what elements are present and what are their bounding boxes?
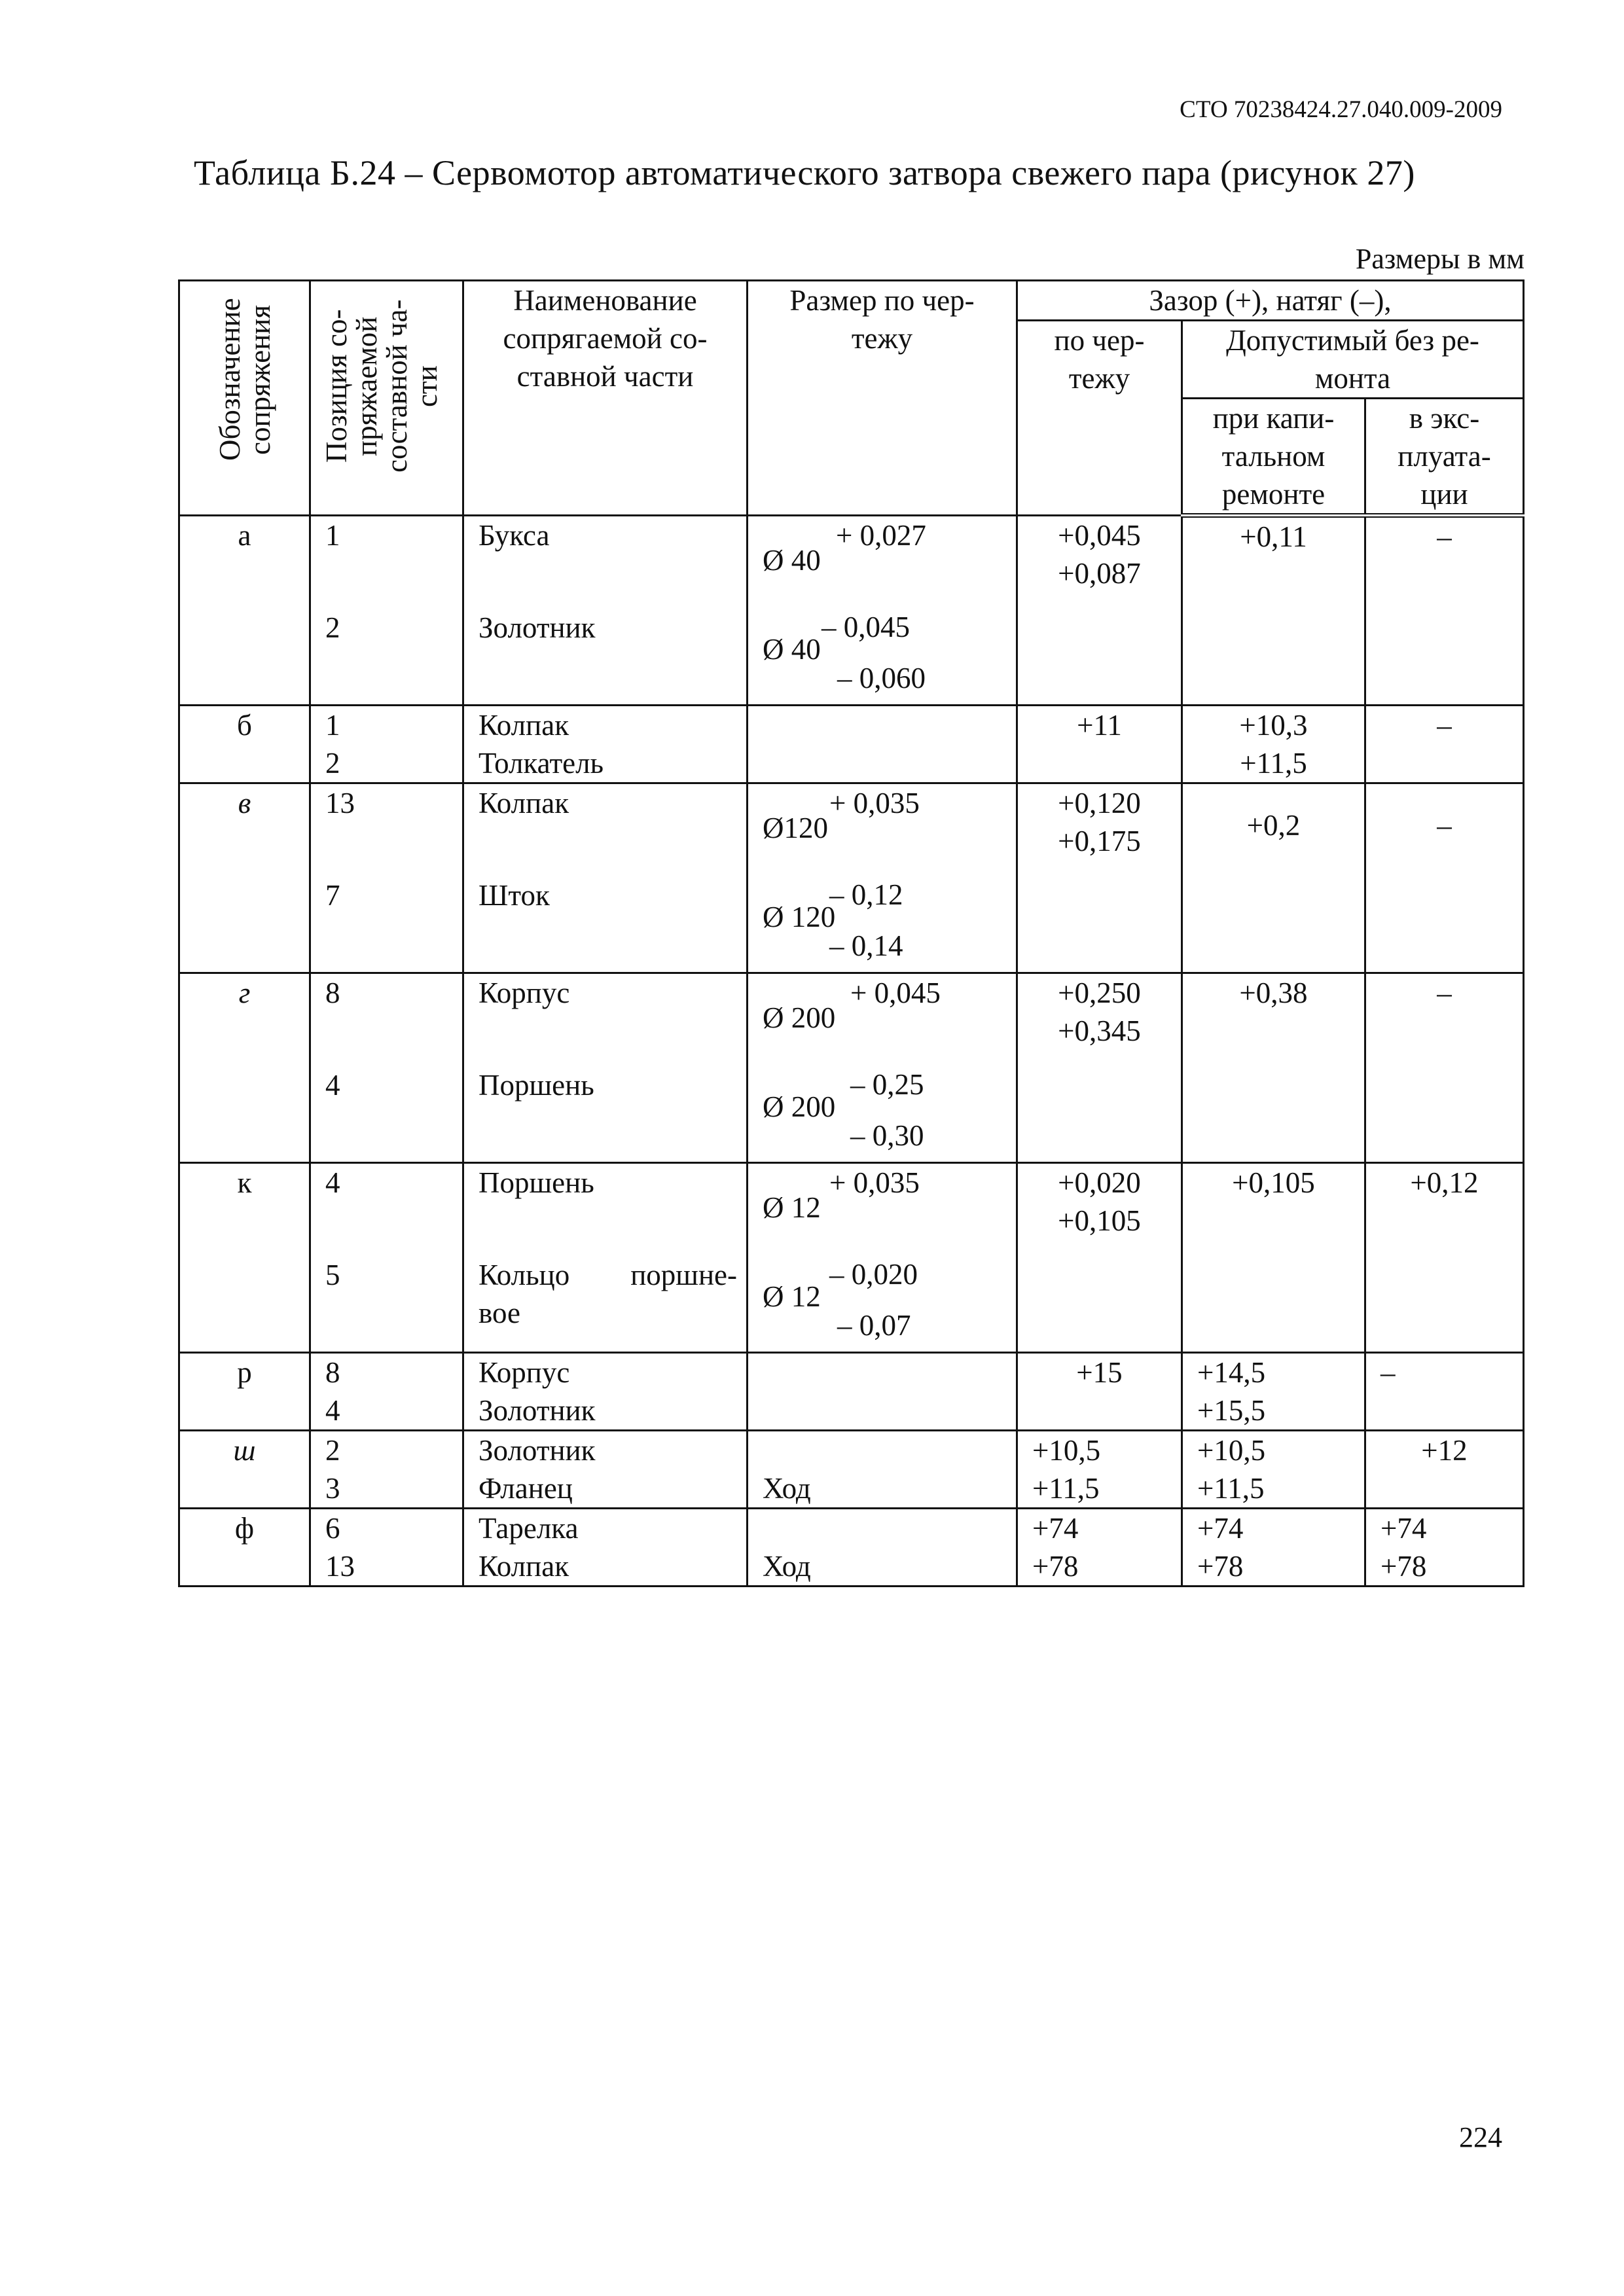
table-row [179, 783, 1524, 973]
designation-cell: ш [179, 1431, 310, 1509]
units-note: Размеры в мм [1355, 243, 1525, 275]
table-row [179, 973, 1524, 1163]
size-cell [748, 706, 1017, 783]
gap-by-drawing-cell: +0,020 +0,105 [1017, 1163, 1182, 1353]
table-row [179, 1509, 1524, 1587]
designation-cell: а [179, 516, 310, 706]
part-name-cell: Тарелка Колпак [463, 1509, 748, 1587]
gap-by-drawing-cell: +11 [1017, 706, 1182, 783]
gap-by-drawing-cell: +0,250 +0,345 [1017, 973, 1182, 1163]
table-row [179, 706, 1524, 783]
capital-repair-cell: +0,38 [1182, 973, 1365, 1163]
capital-repair-cell: +0,2 [1182, 783, 1365, 973]
position-cell: 4 5 [310, 1163, 463, 1353]
position-cell: 13 7 [310, 783, 463, 973]
gap-by-drawing-cell: +0,045 +0,087 [1017, 516, 1182, 706]
position-cell: 2 3 [310, 1431, 463, 1509]
part-name-cell: Золотник Фланец [463, 1431, 748, 1509]
operation-cell: +12 [1365, 1431, 1524, 1509]
gap-by-drawing-cell: +74 +78 [1017, 1509, 1182, 1587]
size-cell: Ø 40 + 0,027 Ø 40 – 0,045 – 0,060 [748, 516, 1017, 706]
page-number: 224 [1459, 2121, 1502, 2153]
size-cell: Ø 12 + 0,035 Ø 12 – 0,020 – 0,07 [748, 1163, 1017, 1353]
position-cell: 8 4 [310, 973, 463, 1163]
header-size: Размер по чер-тежу [748, 281, 1017, 516]
position-cell: 1 2 [310, 706, 463, 783]
operation-cell: +0,12 [1365, 1163, 1524, 1353]
position-cell: 8 4 [310, 1353, 463, 1431]
position-cell: 1 2 [310, 516, 463, 706]
header-capital-repair: при капи-тальном ремонте [1182, 399, 1365, 516]
operation-cell: +74 +78 [1365, 1509, 1524, 1587]
operation-cell: – [1365, 783, 1524, 973]
operation-cell: – [1365, 1353, 1524, 1431]
capital-repair-cell: +14,5 +15,5 [1182, 1353, 1365, 1431]
header-position: Позиция со-пряжаемой составной ча-сти [310, 281, 463, 516]
clearance-table [178, 279, 1525, 1587]
designation-cell: б [179, 706, 310, 783]
part-name-cell: Колпак Толкатель [463, 706, 748, 783]
table-row [179, 1431, 1524, 1509]
operation-cell: – [1365, 516, 1524, 706]
table-row [179, 1353, 1524, 1431]
header-gap: Зазор (+), натяг (–), [1017, 281, 1524, 321]
table-row [179, 516, 1524, 706]
header-by-drawing: по чер-тежу [1017, 321, 1182, 516]
header-designation: Обозначение сопряжения [179, 281, 310, 516]
part-name-cell: Колпак Шток [463, 783, 748, 973]
header-name: Наименование сопрягаемой со-ставной части [463, 281, 748, 516]
part-name-cell: Корпус Золотник [463, 1353, 748, 1431]
gap-by-drawing-cell: +10,5 +11,5 [1017, 1431, 1182, 1509]
designation-cell: р [179, 1353, 310, 1431]
capital-repair-cell: +10,3 +11,5 [1182, 706, 1365, 783]
capital-repair-cell: +0,11 [1182, 516, 1365, 706]
header-operation: в экс-плуата-ции [1365, 399, 1524, 516]
designation-cell: в [179, 783, 310, 973]
size-cell: Ход [748, 1509, 1017, 1587]
header-allowed: Допустимый без ре-монта [1182, 321, 1524, 399]
size-cell [748, 1353, 1017, 1431]
part-name-cell: Поршень Кольцо поршне- вое [463, 1163, 748, 1353]
designation-cell: г [179, 973, 310, 1163]
operation-cell: – [1365, 706, 1524, 783]
gap-by-drawing-cell: +0,120 +0,175 [1017, 783, 1182, 973]
capital-repair-cell: +74 +78 [1182, 1509, 1365, 1587]
table-caption: Таблица Б.24 – Сервомотор автоматического затвора свежего пара (рисунок 27) [194, 153, 1415, 192]
capital-repair-cell: +0,105 [1182, 1163, 1365, 1353]
position-cell: 6 13 [310, 1509, 463, 1587]
gap-by-drawing-cell: +15 [1017, 1353, 1182, 1431]
size-cell: Ход [748, 1431, 1017, 1509]
designation-cell: ф [179, 1509, 310, 1587]
size-cell: Ø120 + 0,035 Ø 120 – 0,12 – 0,14 [748, 783, 1017, 973]
designation-cell: к [179, 1163, 310, 1353]
document-code: СТО 70238424.27.040.009-2009 [1180, 96, 1502, 123]
table-row [179, 1163, 1524, 1353]
part-name-cell: Букса Золотник [463, 516, 748, 706]
operation-cell: – [1365, 973, 1524, 1163]
part-name-cell: Корпус Поршень [463, 973, 748, 1163]
capital-repair-cell: +10,5 +11,5 [1182, 1431, 1365, 1509]
size-cell: Ø 200 + 0,045 Ø 200 – 0,25 – 0,30 [748, 973, 1017, 1163]
